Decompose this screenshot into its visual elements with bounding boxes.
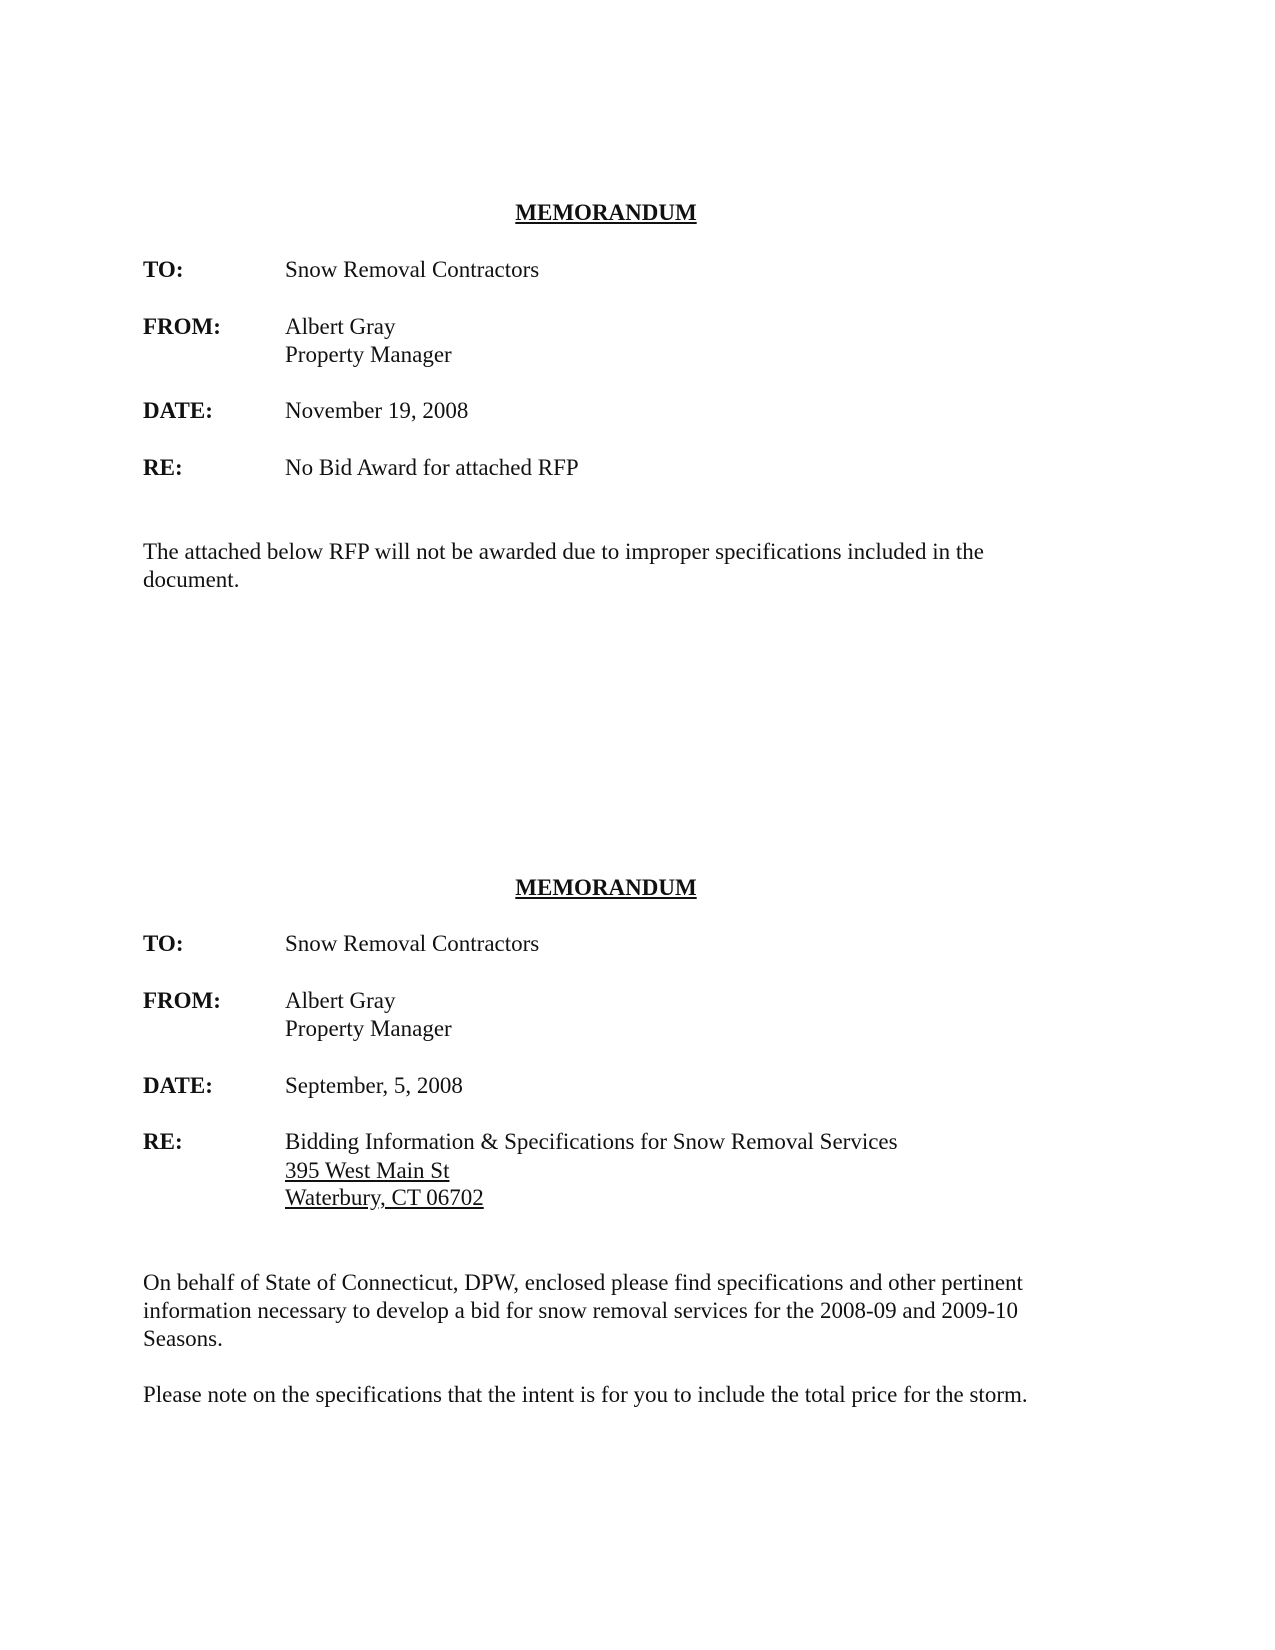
from-name: Albert Gray <box>285 314 396 339</box>
date-value: November 19, 2008 <box>285 398 469 423</box>
re-address-street: 395 West Main St <box>285 1158 450 1183</box>
from-name: Albert Gray <box>285 988 396 1013</box>
re-value: No Bid Award for attached RFP <box>285 455 579 480</box>
re-label: RE: <box>143 1129 183 1154</box>
from-label: FROM: <box>143 314 221 339</box>
re-label: RE: <box>143 455 183 480</box>
re-value: Bidding Information & Specifications for Snow Removal Services <box>285 1129 898 1154</box>
memo-title: MEMORANDUM <box>515 875 697 900</box>
body-line: document. <box>143 567 240 592</box>
body-line: On behalf of State of Connecticut, DPW, enclosed please find specifications and other pertinent <box>143 1270 1023 1295</box>
note-line: Please note on the specifications that the intent is for you to include the total price for the storm. <box>143 1382 1028 1407</box>
date-value: September, 5, 2008 <box>285 1073 463 1098</box>
date-label: DATE: <box>143 398 213 423</box>
body-line: The attached below RFP will not be awarded due to improper specifications included in the <box>143 539 984 564</box>
re-address-city: Waterbury, CT 06702 <box>285 1185 484 1210</box>
date-label: DATE: <box>143 1073 213 1098</box>
to-label: TO: <box>143 931 184 956</box>
to-label: TO: <box>143 257 184 282</box>
from-title: Property Manager <box>285 342 452 367</box>
body-line: information necessary to develop a bid for snow removal services for the 2008-09 and 2009-10 <box>143 1298 1019 1323</box>
body-line: Seasons. <box>143 1326 223 1351</box>
from-title: Property Manager <box>285 1016 452 1041</box>
to-value: Snow Removal Contractors <box>285 931 540 956</box>
from-label: FROM: <box>143 988 221 1013</box>
to-value: Snow Removal Contractors <box>285 257 540 282</box>
memo-title: MEMORANDUM <box>515 200 697 225</box>
